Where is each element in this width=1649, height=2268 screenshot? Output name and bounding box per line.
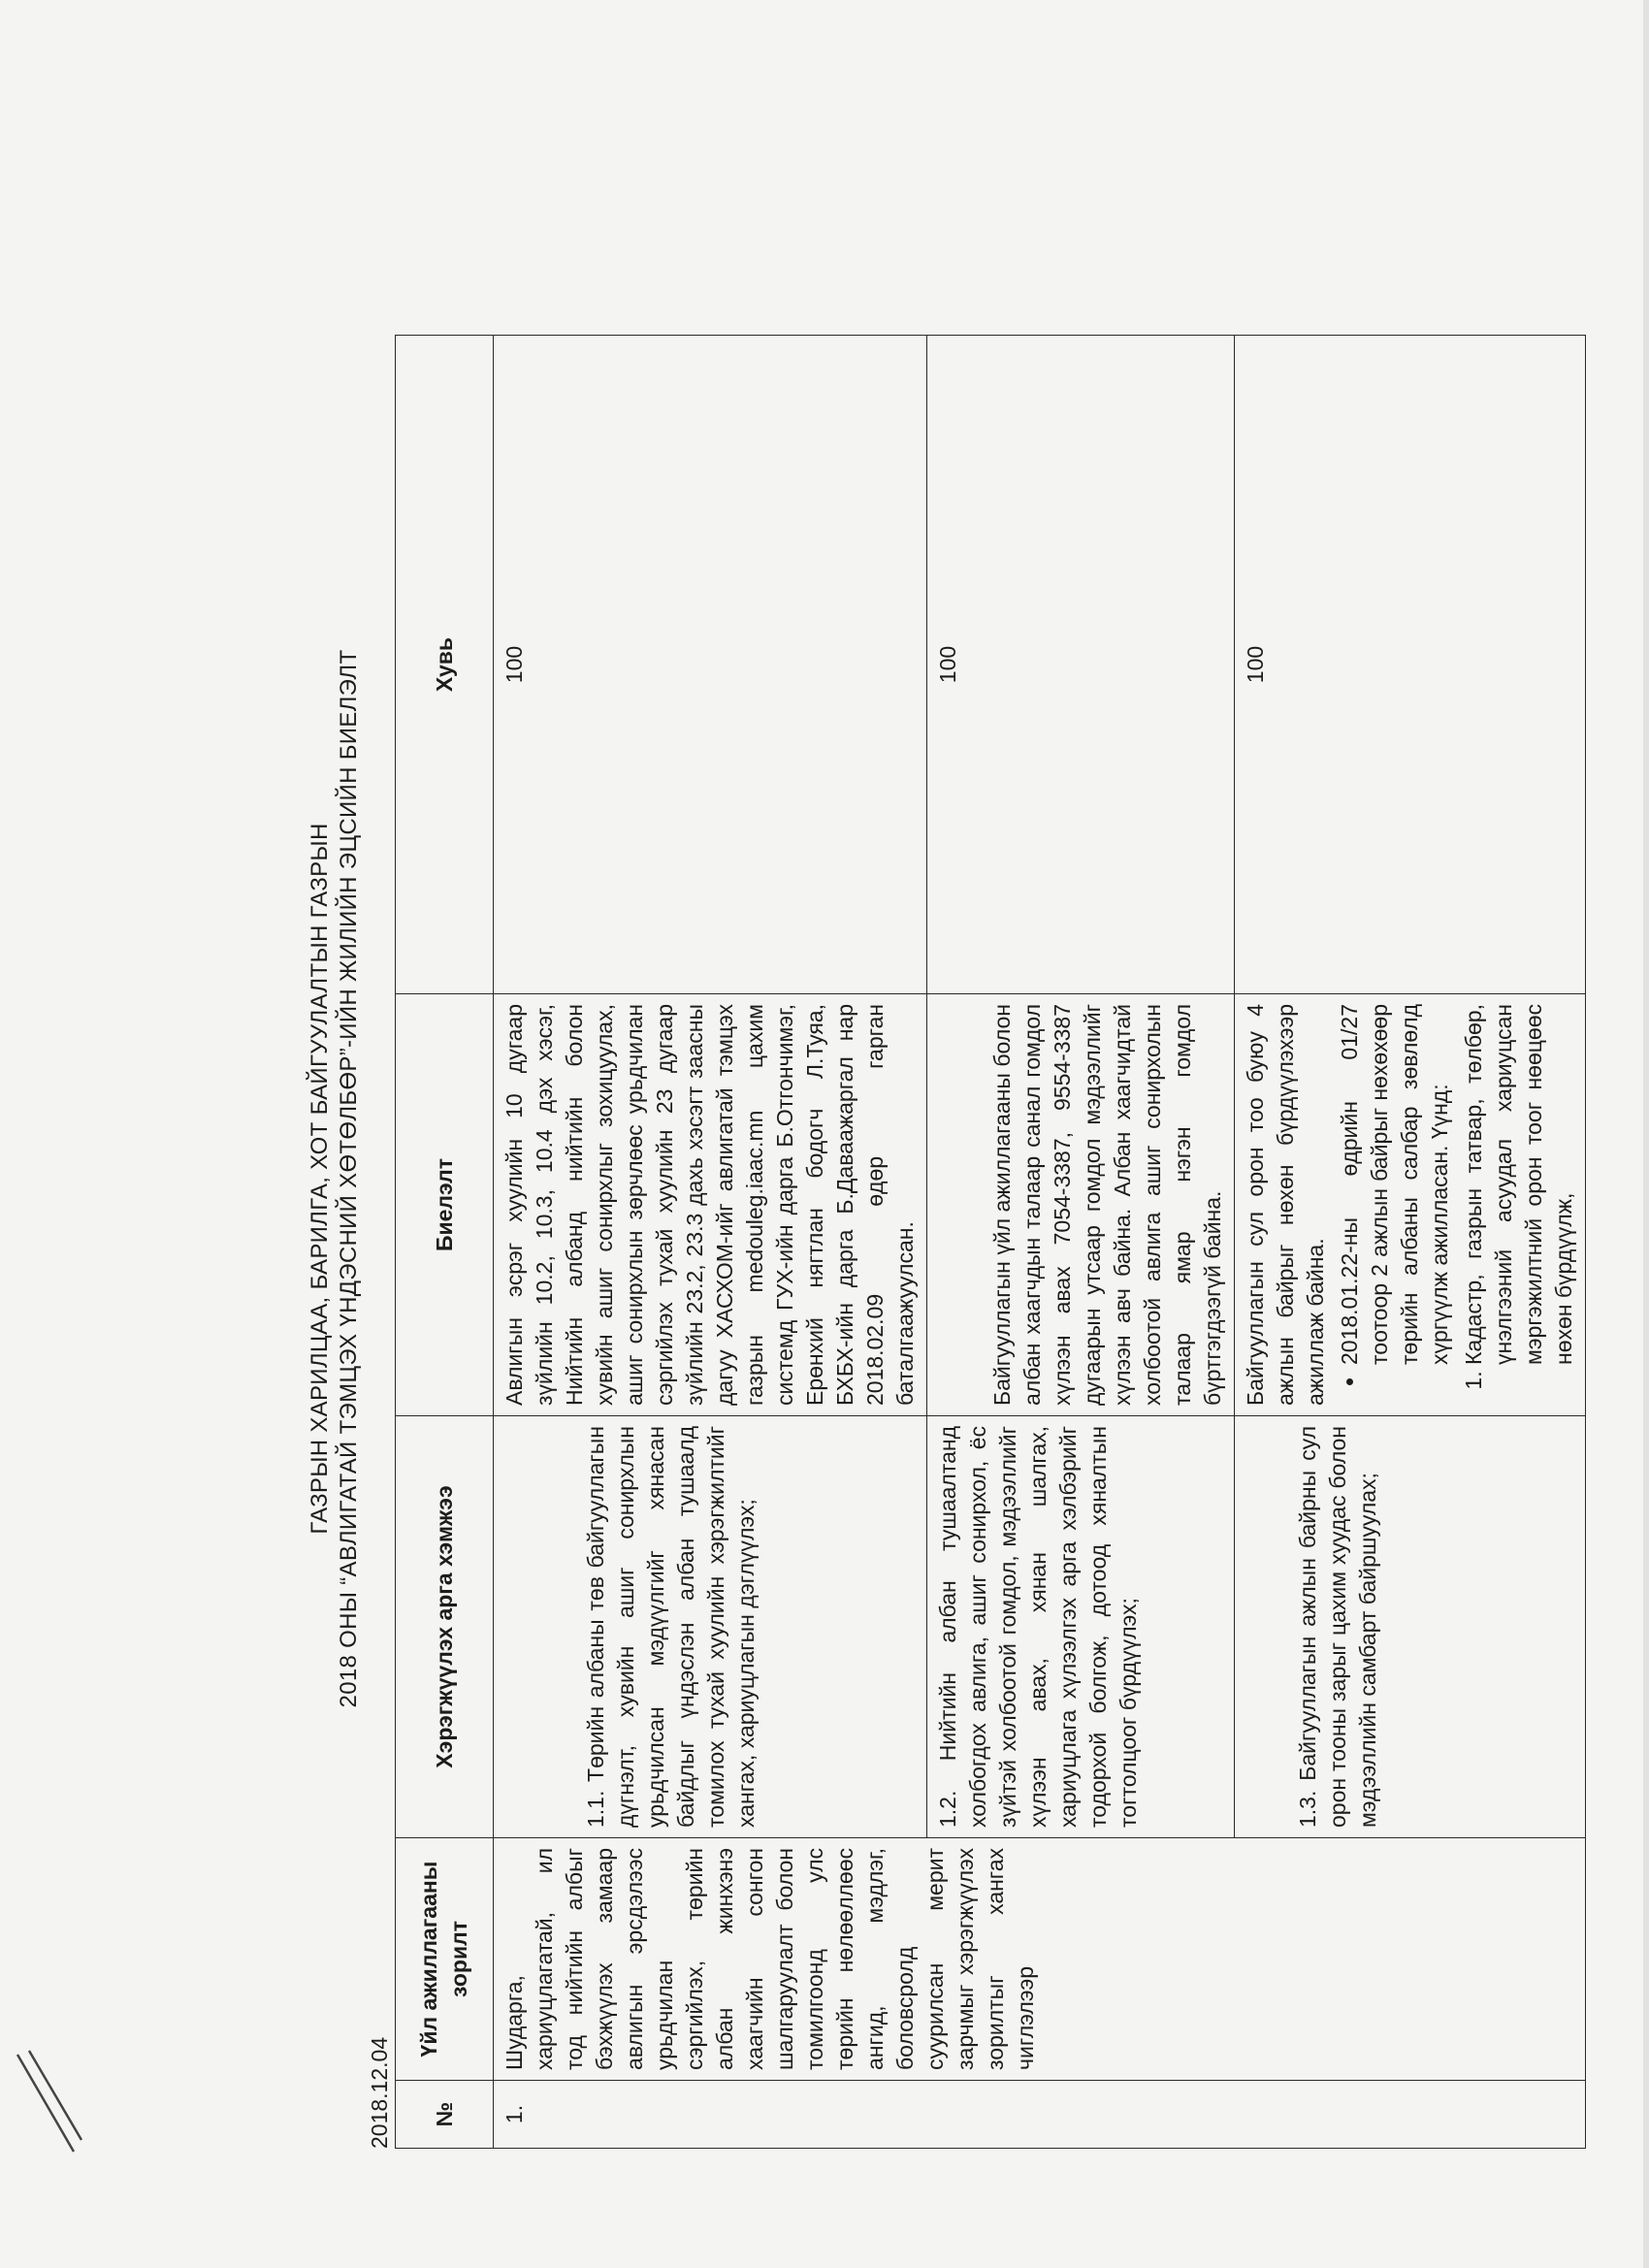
col-header-percent: Хувь	[396, 336, 494, 994]
method-cell: 1.3. Байгууллагын ажлын байрны сул орон тооны зарыг цахим хуудас болон мэдээллийн самбарт байршуулах;	[1235, 1416, 1586, 1838]
col-header-execution: Биелэлт	[396, 994, 494, 1416]
col-header-method: Хэрэгжүүлэх арга хэмжээ	[396, 1416, 494, 1838]
execution-cell: Авлигын эсрэг хуулийн 10 дугаар зүйлийн 10.2, 10.3, 10.4 дэх хэсэг, Нийтийн албанд нийтийн болон хувийн ашиг сонирхлыг зохицуулах, ашиг сонирхлын зөрчлөөс урьдчилан сэргийлэх тухай хуулийн 23 дугаар зүйлийн 23.2, 23.3 дахь хэсэгт заасны дагуу ХАСХОМ-ийг авлигатай тэмцэх газрын medouleg.iaac.mn цахим системд ГУХ-ийн дарга Б.Отгончимэг, Ерөнхий нягтлан бодогч Л.Туяа, БХБХ-ийн дарга Б.Даваажаргал нар 2018.02.09 өдөр гарган баталгаажуулсан.	[494, 994, 927, 1416]
execution-bullet-list	[1335, 1004, 1455, 1406]
execution-numbered-item: 1. Кадастр, газрын татвар, төлбөр, үнэлгээний асуудал хариуцсан мэргэжилтний орон тоог нөөцөөс нөхөн бүрдүүлж,	[1459, 1004, 1579, 1365]
execution-cell	[1235, 994, 1586, 1416]
pen-mark-icon	[14, 2047, 101, 2163]
execution-bullet: • 2018.01.22-ны өдрийн 01/27 тоотоор 2 ажлын байрыг нөхөхөөр төрийн албаны салбар зөвлөлд хүргүүлж ажилласан. Үүнд:	[1335, 1004, 1455, 1365]
percent-cell: 100	[927, 336, 1235, 994]
execution-table	[395, 335, 1586, 2149]
report-date: 2018.12.04	[367, 2036, 392, 2149]
document-page	[306, 194, 1596, 2163]
execution-numbered-list	[1459, 1004, 1579, 1406]
col-header-number: №	[396, 2081, 494, 2149]
scan-edge	[1643, 0, 1649, 2268]
execution-cell: Байгууллагын үйл ажиллагааны болон албан хаагчдын талаар санал гомдол хүлээн авах 7054-3387, 9554-3387 дугаарын утсаар гомдол мэдээллийг хүлээн авч байна. Албан хаагчидтай холбоотой авлига ашиг сонирхолын талаар ямар нэгэн гомдол бүртгэгдээгүй байна.	[927, 994, 1235, 1416]
percent-cell: 100	[1235, 336, 1586, 994]
goal-cell: Шударга, хариуцлагатай, ил тод нийтийн албыг бэхжүүлэх замаар авлигын эрсдэлээс урьдчилан сэргийлэх, төрийн албан жинхэнэ хаагчийн сонгон шалгаруулалт болон томилгоонд улс төрийн нөлөөллөөс ангид, мэдлэг, боловсролд суурилсан мерит зарчмыг хэрэгжүүлэх зорилтыг хангах чиглэлээр	[494, 1838, 1586, 2081]
method-cell: 1.2. Нийтийн албан тушаалтанд холбогдох авлига, ашиг сонирхол, ёс зүйтэй холбоотой гомдол, мэдээллийг хүлээн авах, хянан шалгах, хариуцлага хүлээлгэх арга хэлбэрийг тодорхой болгож, дотоод хяналтын тогтолцоог бүрдүүлэх;	[927, 1416, 1235, 1838]
col-header-goal: Үйл ажиллагааны зорилт	[396, 1838, 494, 2081]
report-title: 2018 ОНЫ “АВЛИГАТАЙ ТЭМЦЭХ ҮНДЭСНИЙ ХӨТӨЛБӨР”-ИЙН ЖИЛИЙН ЭЦСИЙН БИЕЛЭЛТ	[336, 649, 362, 1708]
method-cell: 1.1. Төрийн албаны төв байгууллагын дүгнэлт, хувийн ашиг сонирхлын урьдчилсан мэдүүлгийг хянасан байдлыг үндэслэн албан тушаалд томилох тухай хуулийн хэрэгжилтийг хангах, хариуцлагын дэглүүлэх;	[494, 1416, 927, 1838]
percent-cell: 100	[494, 336, 927, 994]
row-number: 1.	[494, 2081, 1586, 2149]
table-header-row	[396, 336, 494, 2149]
execution-intro: Байгууллагын сул орон тоо буюу 4 ажлын байрыг нөхөн бүрдүүлэхээр ажиллаж байна.	[1243, 1004, 1328, 1406]
table-row	[494, 336, 927, 2149]
org-title: ГАЗРЫН ХАРИЛЦАА, БАРИЛГА, ХОТ БАЙГУУЛАЛТЫН ГАЗРЫН	[307, 823, 333, 1535]
